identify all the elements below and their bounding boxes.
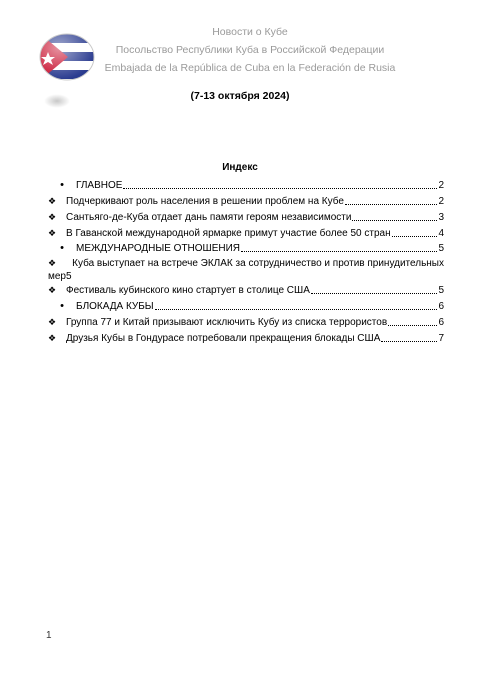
toc-entry-label: БЛОКАДА КУБЫ xyxy=(76,301,154,312)
dot-leader xyxy=(345,203,438,205)
issue-dates: (7-13 октября 2024) xyxy=(190,90,290,102)
toc-section-main[interactable] xyxy=(48,178,444,192)
dot-leader xyxy=(388,324,437,326)
cuban-flag-globe-icon xyxy=(38,28,96,86)
toc-section-international[interactable] xyxy=(48,241,444,255)
toc-page-number: 6 xyxy=(438,317,444,328)
toc-section-blockade[interactable] xyxy=(48,299,444,313)
dot-leader xyxy=(155,308,438,310)
toc-entry-label: Друзья Кубы в Гондурасе потребовали прекращения блокады США xyxy=(66,333,381,344)
toc-page-number: 6 xyxy=(438,301,444,312)
diamond-bullet-icon: ❖ xyxy=(48,212,57,222)
toc-entry[interactable] xyxy=(48,283,444,297)
diamond-bullet-icon: ❖ xyxy=(48,285,57,295)
toc-entry-label: Сантьяго-де-Куба отдает дань памяти героям независимости xyxy=(66,212,352,223)
toc-entry[interactable] xyxy=(48,194,444,208)
header-embassy-ru: Посольство Республики Куба в Российской Федерации xyxy=(115,44,385,56)
toc-entry[interactable] xyxy=(48,226,444,240)
dot-leader xyxy=(352,219,437,221)
bullet-dot-icon: • xyxy=(60,300,64,312)
toc-entry-label: МЕЖДУНАРОДНЫЕ ОТНОШЕНИЯ xyxy=(76,243,241,254)
toc-page-number: 7 xyxy=(438,333,444,344)
dot-leader xyxy=(123,187,437,189)
toc-entry-wrapped[interactable] xyxy=(48,257,444,283)
diamond-bullet-icon: ❖ xyxy=(48,196,57,206)
toc-entry-label: Куба выступает на встрече ЭКЛАК за сотрудничество и против принудительных xyxy=(72,258,444,269)
toc-entry-label: Фестиваль кубинского кино стартует в столице США xyxy=(66,285,310,296)
toc-page-number: 2 xyxy=(438,196,444,207)
diamond-bullet-icon: ❖ xyxy=(48,317,57,327)
bullet-dot-icon: • xyxy=(60,179,64,191)
bullet-dot-icon: • xyxy=(60,242,64,254)
toc-entry-label: В Гаванской международной ярмарке примут участие более 50 стран xyxy=(66,228,391,239)
toc-page-number: 5 xyxy=(66,271,72,282)
dot-leader xyxy=(311,292,438,294)
toc-page-number: 5 xyxy=(438,285,444,296)
toc-page-number: 5 xyxy=(438,243,444,254)
header-embassy-es: Embajada de la República de Cuba en la Federación de Rusia xyxy=(104,62,396,74)
diamond-bullet-icon: ❖ xyxy=(48,333,57,343)
toc-page-number: 4 xyxy=(438,228,444,239)
toc-entry[interactable] xyxy=(48,315,444,329)
toc-entry-label-continued: мер xyxy=(48,271,66,282)
header-title: Новости о Кубе xyxy=(212,26,288,38)
toc-title: Индекс xyxy=(222,162,258,173)
diamond-bullet-icon: ❖ xyxy=(48,228,57,238)
dot-leader xyxy=(392,235,438,237)
toc-entry-label: ГЛАВНОЕ xyxy=(76,180,123,191)
toc-page-number: 3 xyxy=(438,212,444,223)
toc-entry-label: Группа 77 и Китай призывают исключить Кубу из списка террористов xyxy=(66,317,388,328)
dot-leader xyxy=(241,250,437,252)
toc-entry[interactable] xyxy=(48,210,444,224)
diamond-bullet-icon: ❖ xyxy=(48,258,57,268)
toc-page-number: 2 xyxy=(438,180,444,191)
toc-entry[interactable] xyxy=(48,331,444,345)
dot-leader xyxy=(381,340,437,342)
page-number: 1 xyxy=(46,630,52,641)
toc-entry-label: Подчеркивают роль населения в решении проблем на Кубе xyxy=(66,196,344,207)
